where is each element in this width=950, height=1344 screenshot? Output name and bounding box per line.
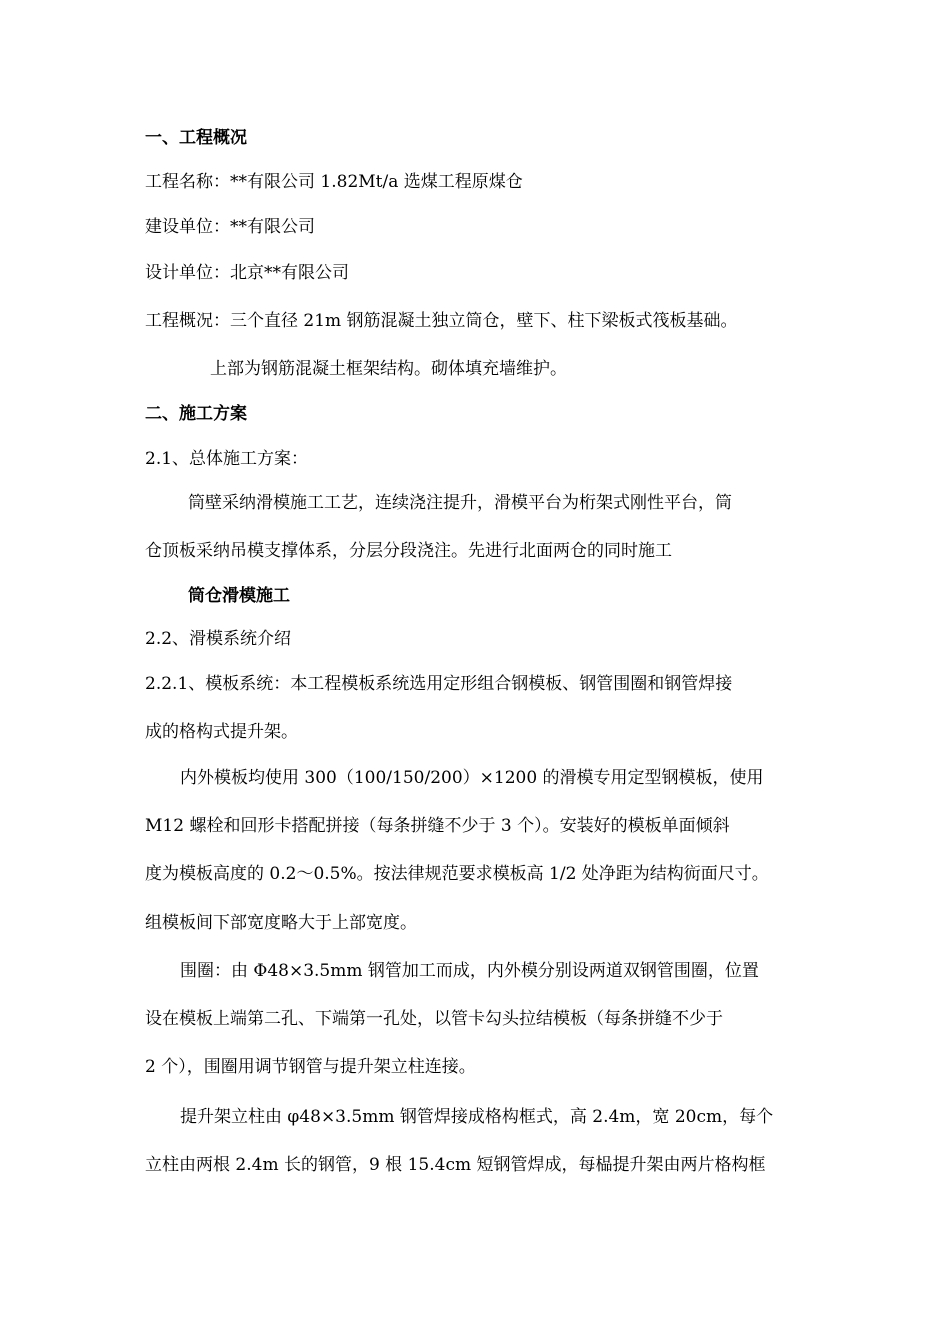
section-2-1-title: 2.1、总体施工方案： bbox=[145, 449, 309, 469]
section-2-heading: 二、施工方案 bbox=[145, 404, 247, 424]
ring-paragraph-line-3: 2 个），围圈用调节钢管与提升架立柱连接。 bbox=[145, 1057, 476, 1077]
overview-line-1: 工程概况：三个直径 21m 钢筋混凝土独立筒仓，壁下、柱下梁板式筏板基础。 bbox=[145, 311, 738, 331]
section-2-2-title: 2.2、滑模系统介绍 bbox=[145, 629, 292, 649]
section-2-2-1-line-1: 2.2.1、模板系统：本工程模板系统选用定形组合钢模板、钢管围圈和钢管焊接 bbox=[145, 674, 733, 694]
section-2-1-paragraph-line-1: 筒壁采纳滑模施工工艺，连续浇注提升，滑模平台为桁架式刚性平台，筒 bbox=[188, 493, 732, 513]
template-paragraph-line-4: 组模板间下部宽度略大于上部宽度。 bbox=[145, 913, 417, 933]
silo-slipform-subheading: 筒仓滑模施工 bbox=[188, 586, 290, 606]
designer-line: 设计单位：北京**有限公司 bbox=[145, 263, 349, 283]
section-1-heading: 一、工程概况 bbox=[145, 128, 247, 148]
frame-paragraph-line-2: 立柱由两根 2.4m 长的钢管，9 根 15.4cm 短钢管焊成，每榀提升架由两片格构框 bbox=[145, 1155, 766, 1175]
owner-line: 建设单位：**有限公司 bbox=[145, 217, 315, 237]
template-paragraph-line-3: 度为模板高度的 0.2～0.5%。按法律规范要求模板高 1/2 处净距为结构䘕面尺寸。 bbox=[145, 864, 769, 884]
template-paragraph-line-2: M12 螺栓和回形卡搭配拼接（每条拼缝不少于 3 个）。安装好的模板单面倾斜 bbox=[145, 816, 730, 836]
template-paragraph-line-1: 内外模板均使用 300（100/150/200）×1200 的滑模专用定型钢模板，使用 bbox=[180, 768, 764, 788]
ring-paragraph-line-2: 设在模板上端第二孔、下端第一孔处，以管卡勾头拉结模板（每条拼缝不少于 bbox=[145, 1009, 723, 1029]
frame-paragraph-line-1: 提升架立柱由 φ48×3.5mm 钢管焊接成格构框式，高 2.4m，宽 20cm，每个 bbox=[180, 1107, 774, 1127]
section-2-1-paragraph-line-2: 仓顶板采纳吊模支撑体系，分层分段浇注。先进行北面两仓的同时施工 bbox=[145, 541, 672, 561]
project-name-line: 工程名称：**有限公司 1.82Mt/a 选煤工程原煤仓 bbox=[145, 172, 523, 192]
section-2-2-1-line-2: 成的格构式提升架。 bbox=[145, 722, 298, 742]
overview-line-2: 上部为钢筋混凝土框架结构。砌体填充墙维护。 bbox=[210, 359, 567, 379]
ring-paragraph-line-1: 围圈：由 Φ48×3.5mm 钢管加工而成，内外模分别设两道双钢管围圈，位置 bbox=[180, 961, 759, 981]
